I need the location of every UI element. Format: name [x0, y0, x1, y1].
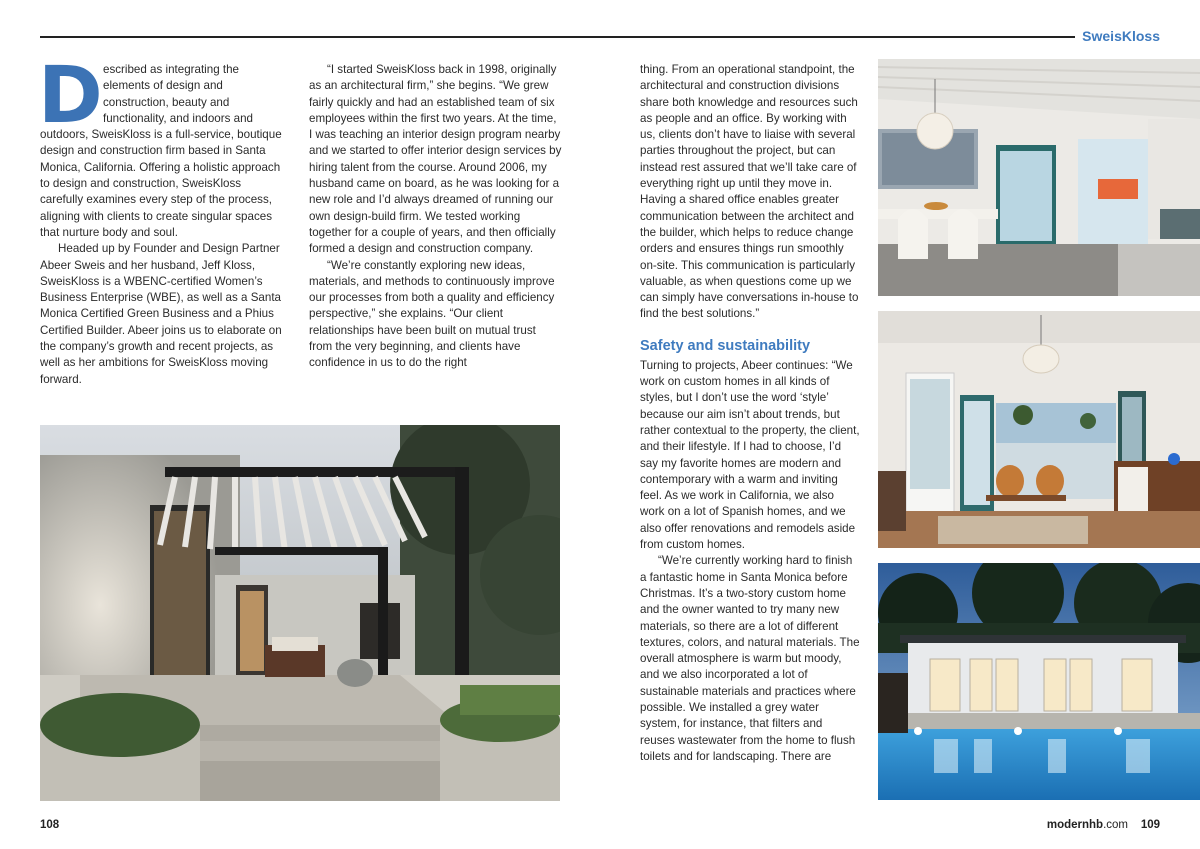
drop-cap: D [38, 51, 103, 141]
article-column-3 [640, 62, 860, 765]
intro-paragraph: escribed as integrating the elements of design and construction, beauty and functionality, and indoors and outdoors, SweisKloss is a full-service, boutique design and construction firm based in Santa Monica, California. Offering a holistic approach to design and construction, SweisKloss carefully examines every step of the process, aligning with clients to create singular spaces that nurture body and soul. [40, 63, 282, 239]
paragraph: Headed up by Founder and Design Partner Abeer Sweis and her husband, Jeff Kloss, SweisKloss is a WBENC-certified Women’s Business Enterprise (WBE), as well as a Santa Monica Certified Green Business and a Phius Certified Builder. Abeer joins us to elaborate on the company’s growth and recent projects, as well as her ambitions for SweisKloss moving forward. [40, 242, 282, 386]
page-number-left: 108 [40, 819, 60, 831]
patio-pergola-photo [40, 425, 560, 801]
section-subheading: Safety and sustainability [640, 337, 811, 354]
paragraph: “I started SweisKloss back in 1998, originally as an architectural firm,” she begins. “We grew fairly quickly and had an established team of six employees within the first two years. At the time, I was teaching an interior design program nearby and we started to offer interior design services by hiring talent from the course. Around 2006, my husband came on board, as he was looking for a new role and I’d always dreamed of running our own design-build firm. We tested working together for a couple of years, and then officially formed a design and construction company. [309, 63, 562, 256]
paragraph: Turning to projects, Abeer continues: “We work on custom homes in all kinds of styles, but I don’t use the word ‘style’ because our aim isn’t about trends, but rather contextual to the property, the client, and their lifestyle. If I had to choose, I’d say my favorite homes are modern and contemporary with a warm and inviting feel. As we work in California, we also work on a lot of Spanish homes, and we also offer renovations and remodels aside from custom homes. [640, 358, 860, 552]
dining-room-photo [878, 59, 1200, 296]
header-rule [40, 36, 1075, 38]
article-column-2 [309, 62, 562, 372]
paragraph: “We’re constantly exploring new ideas, materials, and methods to continuously improve our processes from both a quality and efficiency perspective,” she explains. “Our client relationships have been built on mutual trust from the very beginning, and clients have confidence in us to do the right [309, 258, 555, 370]
article-column-1 [38, 51, 282, 388]
page-number-right: 109 [1140, 819, 1160, 831]
site-name [1047, 819, 1128, 831]
site-name-bold: modernhb [1046, 819, 1104, 831]
pool-house-photo [878, 563, 1200, 800]
paragraph: thing. From an operational standpoint, the architectural and construction divisions share both knowledge and resources such as people and an office. By working with us, clients don’t have to liaise with several parties throughout the project, but can instead rest assured that we’ll take care of everything right up until they move in. Having a shared office enables greater communication between the architect and the builder, which helps to reduce change orders and ensures things run smoothly on-site. This communication is particularly valuable, as when questions come up we can simply have conversations in-house to find the best solutions.” [640, 63, 859, 321]
site-domain: .com [1103, 819, 1128, 831]
paragraph: “We’re currently working hard to finish a fantastic home in Santa Monica before Christmas. It’s a two-story custom home and the owner wanted to try many new materials, so there are a lot of different textures, colors, and natural materials. The overall atmosphere is warm but moody, and we also incorporated a lot of sustainable materials and practices where possible. We installed a grey water system, for instance, that filters and reuses wastewater from the home to flush toilets and for landscaping. There are [640, 554, 860, 763]
brand-logo: SweisKloss [1082, 28, 1160, 44]
living-room-photo [878, 311, 1200, 548]
